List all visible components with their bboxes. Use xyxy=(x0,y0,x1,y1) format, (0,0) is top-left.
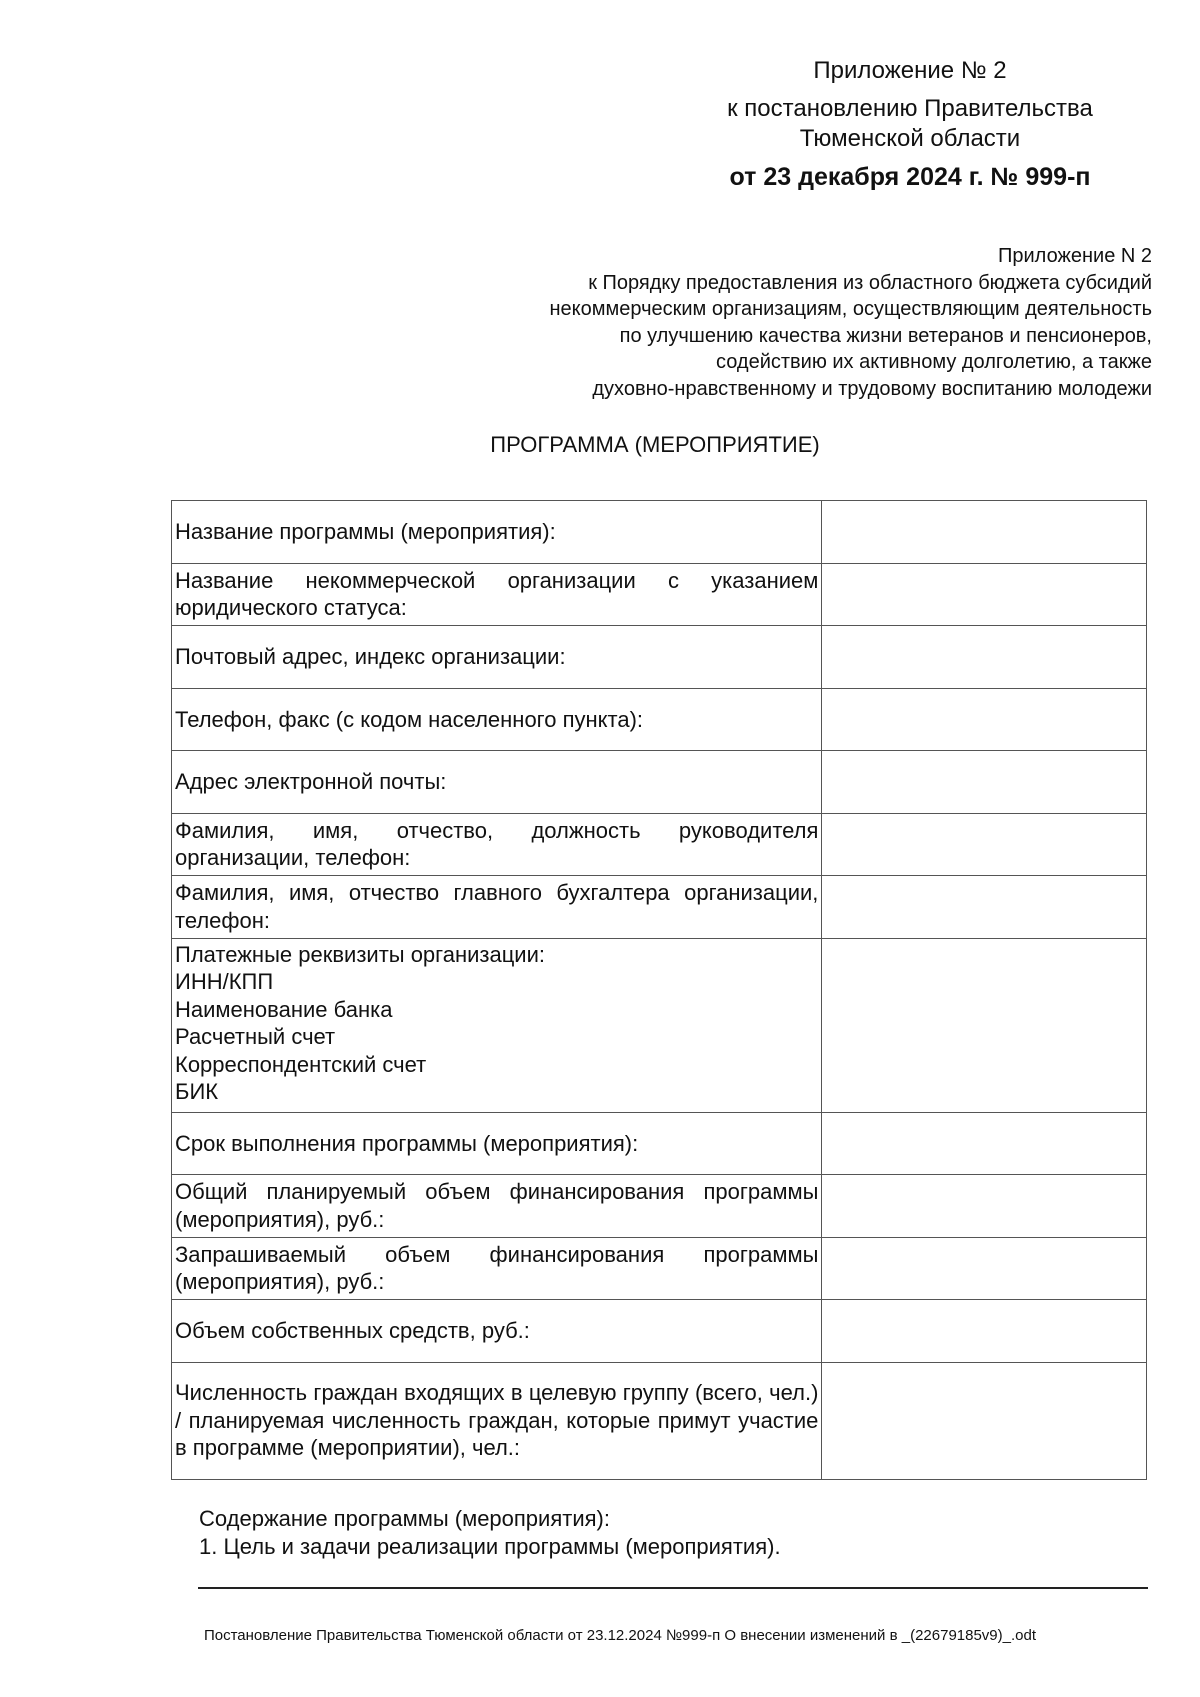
requisites-item: Корреспондентский счет xyxy=(175,1051,427,1077)
field-value-own-funds[interactable] xyxy=(822,1300,1147,1363)
requisites-item: Расчетный счет xyxy=(175,1024,336,1049)
field-label-own-funds: Объем собственных средств, руб.: xyxy=(172,1300,822,1363)
content-item-goals: 1. Цель и задачи реализации программы (мероприятия). xyxy=(199,1534,781,1559)
field-value-chief-accountant[interactable] xyxy=(822,876,1147,939)
field-value-phone-fax[interactable] xyxy=(822,688,1147,751)
table-row xyxy=(172,1300,1147,1363)
field-value-requested-funding[interactable] xyxy=(822,1237,1147,1300)
table-row xyxy=(172,1362,1147,1479)
table-row xyxy=(172,688,1147,751)
resolution-header xyxy=(700,56,1120,192)
header-subtitle-line2: Тюменской области xyxy=(799,125,1021,152)
field-value-org-name[interactable] xyxy=(822,563,1147,626)
field-value-payment-requisites[interactable] xyxy=(822,938,1147,1112)
appendix-line: Приложение N 2 xyxy=(998,245,1152,267)
appendix-line: некоммерческим организациям, осуществляющим деятельность xyxy=(549,298,1152,320)
table-row xyxy=(172,876,1147,939)
field-value-postal-address[interactable] xyxy=(822,626,1147,689)
program-form-table xyxy=(171,500,1147,1480)
header-subtitle-line1: к постановлению Правительства xyxy=(727,95,1093,122)
program-title: ПРОГРАММА (МЕРОПРИЯТИЕ) xyxy=(490,432,820,457)
table-row xyxy=(172,1112,1147,1175)
requisites-item: Наименование банка xyxy=(175,996,393,1022)
appendix-line: духовно-нравственному и трудовому воспитанию молодежи xyxy=(592,377,1152,400)
requisites-item: БИК xyxy=(175,1079,219,1104)
field-label-postal-address: Почтовый адрес, индекс организации: xyxy=(172,626,822,689)
field-label-email: Адрес электронной почты: xyxy=(172,751,822,814)
document-footer: Постановление Правительства Тюменской области от 23.12.2024 №999-п О внесении изменений в _(22679185v9)_.odt xyxy=(203,1627,1037,1644)
field-label-payment-requisites xyxy=(172,938,822,1112)
field-label-target-group: Численность граждан входящих в целевую группу (всего, чел.) / планируемая численность граждан, которые примут участие в программе (мероприятии), чел.: xyxy=(172,1362,822,1479)
table-row xyxy=(172,1237,1147,1300)
field-value-program-term[interactable] xyxy=(822,1112,1147,1175)
header-title: Приложение № 2 xyxy=(813,57,1007,84)
program-content-section xyxy=(199,1505,1099,1561)
field-label-phone-fax: Телефон, факс (с кодом населенного пункта): xyxy=(172,688,822,751)
requisites-item: ИНН/КПП xyxy=(175,969,274,994)
header-date-number: от 23 декабря 2024 г. № 999-п xyxy=(729,163,1091,191)
appendix-line: по улучшению качества жизни ветеранов и пенсионеров, xyxy=(619,324,1152,347)
appendix-line: к Порядку предоставления из областного бюджета субсидий xyxy=(588,271,1152,294)
appendix-line: содействию их активному долголетию, а также xyxy=(716,351,1152,373)
table-row xyxy=(172,563,1147,626)
field-label-org-name: Название некоммерческой организации с указанием юридического статуса: xyxy=(172,563,822,626)
appendix-reference xyxy=(432,243,1152,402)
table-row xyxy=(172,501,1147,564)
table-row xyxy=(172,626,1147,689)
field-value-email[interactable] xyxy=(822,751,1147,814)
field-value-program-name[interactable] xyxy=(822,501,1147,564)
field-label-chief-accountant: Фамилия, имя, отчество главного бухгалтера организации, телефон: xyxy=(172,876,822,939)
field-label-program-name: Название программы (мероприятия): xyxy=(172,501,822,564)
field-value-total-funding[interactable] xyxy=(822,1175,1147,1238)
field-label-program-term: Срок выполнения программы (мероприятия): xyxy=(172,1112,822,1175)
requisites-heading: Платежные реквизиты организации: xyxy=(175,941,545,967)
field-label-total-funding: Общий планируемый объем финансирования программы (мероприятия), руб.: xyxy=(172,1175,822,1238)
table-row xyxy=(172,751,1147,814)
field-label-requested-funding: Запрашиваемый объем финансирования программы (мероприятия), руб.: xyxy=(172,1237,822,1300)
content-heading: Содержание программы (мероприятия): xyxy=(199,1506,610,1531)
table-row xyxy=(172,813,1147,876)
field-label-director: Фамилия, имя, отчество, должность руководителя организации, телефон: xyxy=(172,813,822,876)
table-row xyxy=(172,1175,1147,1238)
table-row-requisites xyxy=(172,938,1147,1112)
field-value-director[interactable] xyxy=(822,813,1147,876)
field-value-target-group[interactable] xyxy=(822,1362,1147,1479)
footer-divider xyxy=(198,1587,1148,1589)
